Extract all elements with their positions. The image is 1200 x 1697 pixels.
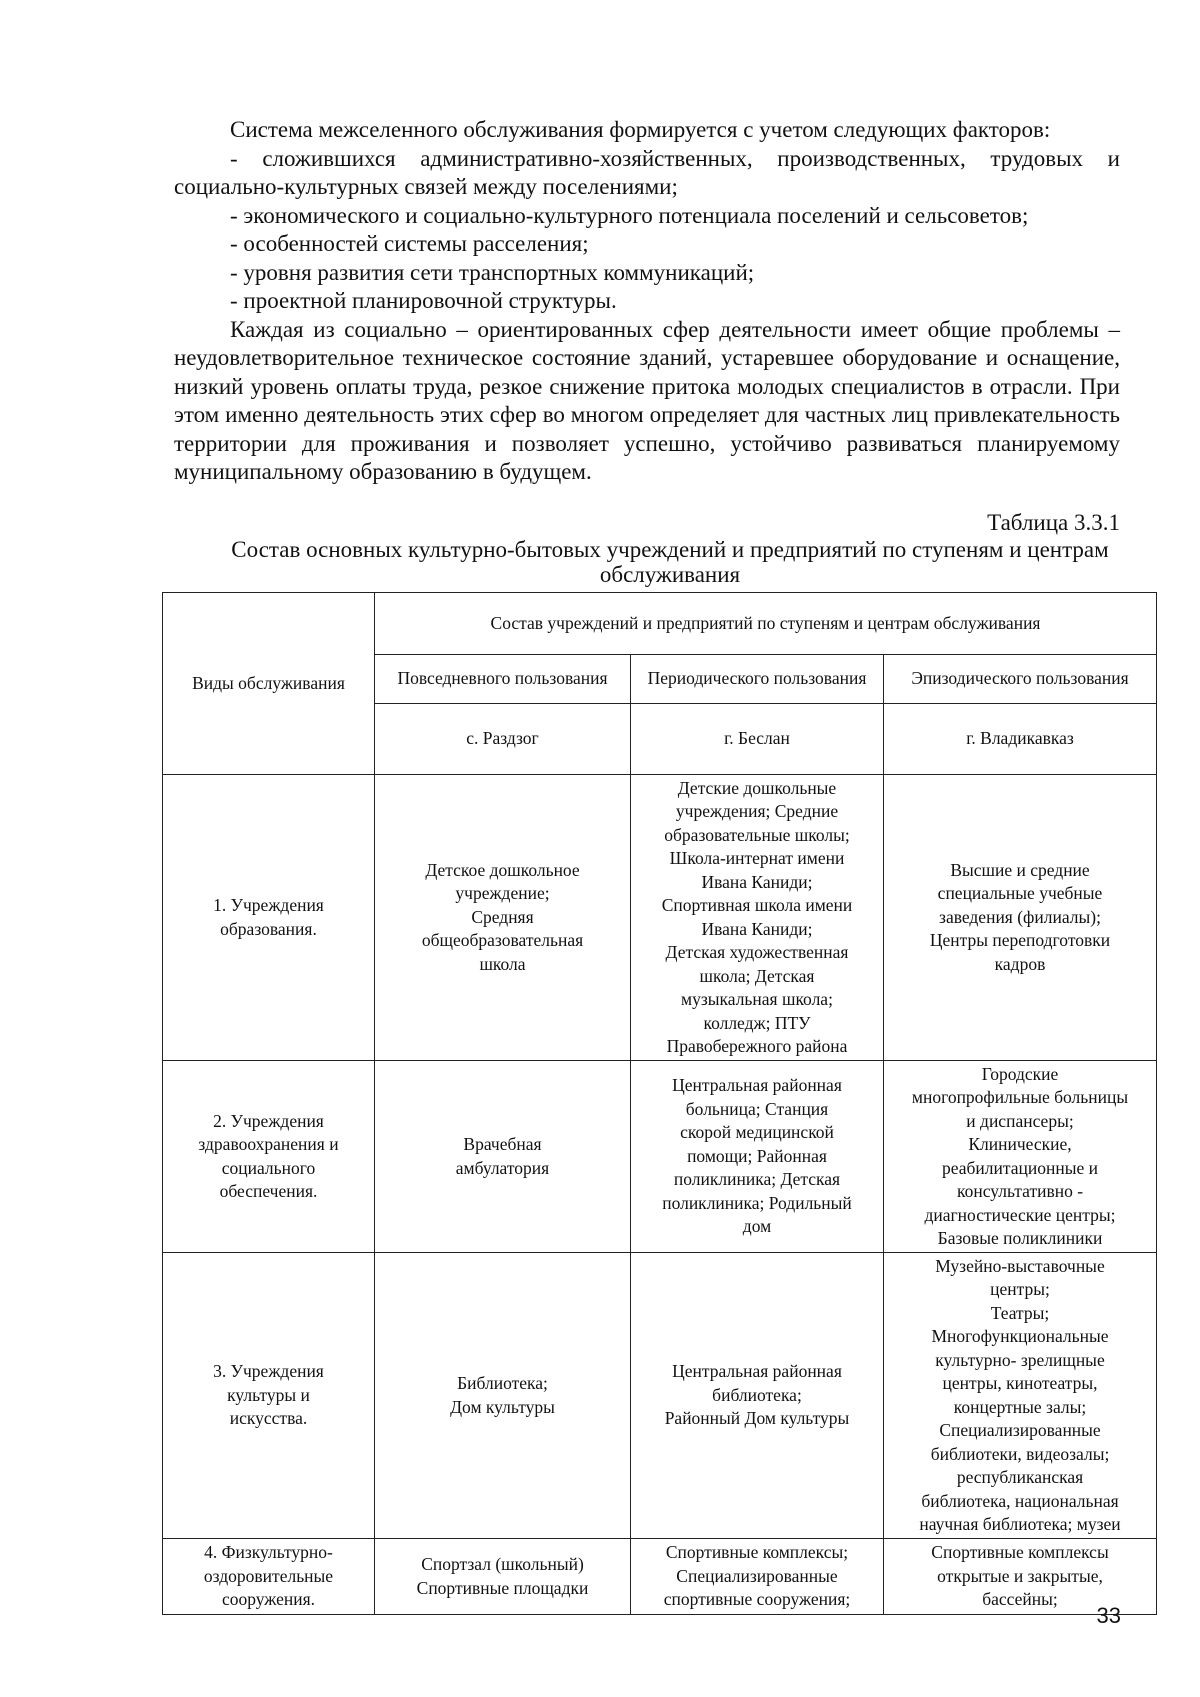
cell-episodic: Высшие и средние специальные учебные заведения (филиалы); Центры переподготовки кадров <box>884 775 1157 1061</box>
cell-episodic: Музейно-выставочные центры; Театры; Многофункциональные культурно- зрелищные центры, кинотеатры, концертные залы; Специализированные библиотеки, видеозалы; республиканская библиотека, национальная научная библиотека; музеи <box>884 1253 1157 1539</box>
paragraph-problems: Каждая из социально – ориентированных сфер деятельности имеет общие проблемы – неудовлетворительное техническое состояние зданий, устаревшее оборудование и оснащение, низкий уровень оплаты труда, резкое снижение притока молодых специалистов в отрасли. При этом именно деятельность этих сфер во многом определяет для частных лиц привлекательность территории для проживания и позволяет успешно, устойчиво развиваться планируемому муниципальному образованию в будущем. <box>174 316 1120 484</box>
paragraph-factor-2: - экономического и социально-культурного потенциала поселений и сельсоветов; <box>230 202 1029 228</box>
cell-daily: Врачебная амбулатория <box>375 1061 631 1253</box>
paragraph-factor-4: - уровня развития сети транспортных коммуникаций; <box>230 259 755 285</box>
cell-daily: Спортзал (школьный) Спортивные площадки <box>375 1539 631 1615</box>
cell-episodic: Спортивные комплексы открытые и закрытые, бассейны; <box>884 1539 1157 1615</box>
paragraph-factor-1: - сложившихся административно-хозяйственных, производственных, трудовых и социально-культурных связей между поселениями; <box>174 145 1120 199</box>
header-level-daily: Повседневного пользования <box>375 655 631 704</box>
services-table <box>162 592 1157 1615</box>
table-header-row <box>163 593 1157 655</box>
table-row <box>163 1539 1157 1615</box>
cell-periodic: Центральная районная больница; Станция скорой медицинской помощи; Районная поликлиника; Детская поликлиника; Родильный дом <box>631 1061 884 1253</box>
table-number: Таблица 3.3.1 <box>987 510 1120 535</box>
table-row <box>163 1061 1157 1253</box>
table-caption: Состав основных культурно-бытовых учреждений и предприятий по ступеням и центрам обслуживания <box>231 537 1109 587</box>
header-center-vladikavkaz: г. Владикавказ <box>884 704 1157 775</box>
cell-periodic: Детские дошкольные учреждения; Средние образовательные школы; Школа-интернат имени Ивана Каниди; Спортивная школа имени Ивана Каниди; Детская художественная школа; Детская музыкальная школа; колледж; ПТУ Правобережного района <box>631 775 884 1061</box>
header-group: Состав учреждений и предприятий по ступеням и центрам обслуживания <box>375 593 1157 655</box>
paragraph-intro: Система межселенного обслуживания формируется с учетом следующих факторов: <box>230 117 1051 142</box>
paragraph-factor-5: - проектной планировочной структуры. <box>230 288 617 313</box>
cell-type: 3. Учреждения культуры и искусства. <box>163 1253 375 1539</box>
cell-type: 1. Учреждения образования. <box>163 775 375 1061</box>
header-center-razdzog: с. Раздзог <box>375 704 631 775</box>
cell-daily: Библиотека; Дом культуры <box>375 1253 631 1539</box>
header-service-type: Виды обслуживания <box>163 593 375 775</box>
cell-periodic: Спортивные комплексы; Специализированные спортивные сооружения; <box>631 1539 884 1615</box>
page-number: 33 <box>1096 1603 1121 1628</box>
cell-episodic: Городские многопрофильные больницы и диспансеры; Клинические, реабилитационные и консультативно - диагностические центры; Базовые поликлиники <box>884 1061 1157 1253</box>
cell-periodic: Центральная районная библиотека; Районный Дом культуры <box>631 1253 884 1539</box>
cell-type: 2. Учреждения здравоохранения и социального обеспечения. <box>163 1061 375 1253</box>
header-level-episodic: Эпизодического пользования <box>884 655 1157 704</box>
cell-daily: Детское дошкольное учреждение; Средняя общеобразовательная школа <box>375 775 631 1061</box>
header-center-beslan: г. Беслан <box>631 704 884 775</box>
table-row <box>163 775 1157 1061</box>
paragraph-factor-3: - особенностей системы расселения; <box>230 231 589 256</box>
cell-type: 4. Физкультурно- оздоровительные сооружения. <box>163 1539 375 1615</box>
table-row <box>163 1253 1157 1539</box>
header-level-periodic: Периодического пользования <box>631 655 884 704</box>
body-text <box>174 116 1120 487</box>
